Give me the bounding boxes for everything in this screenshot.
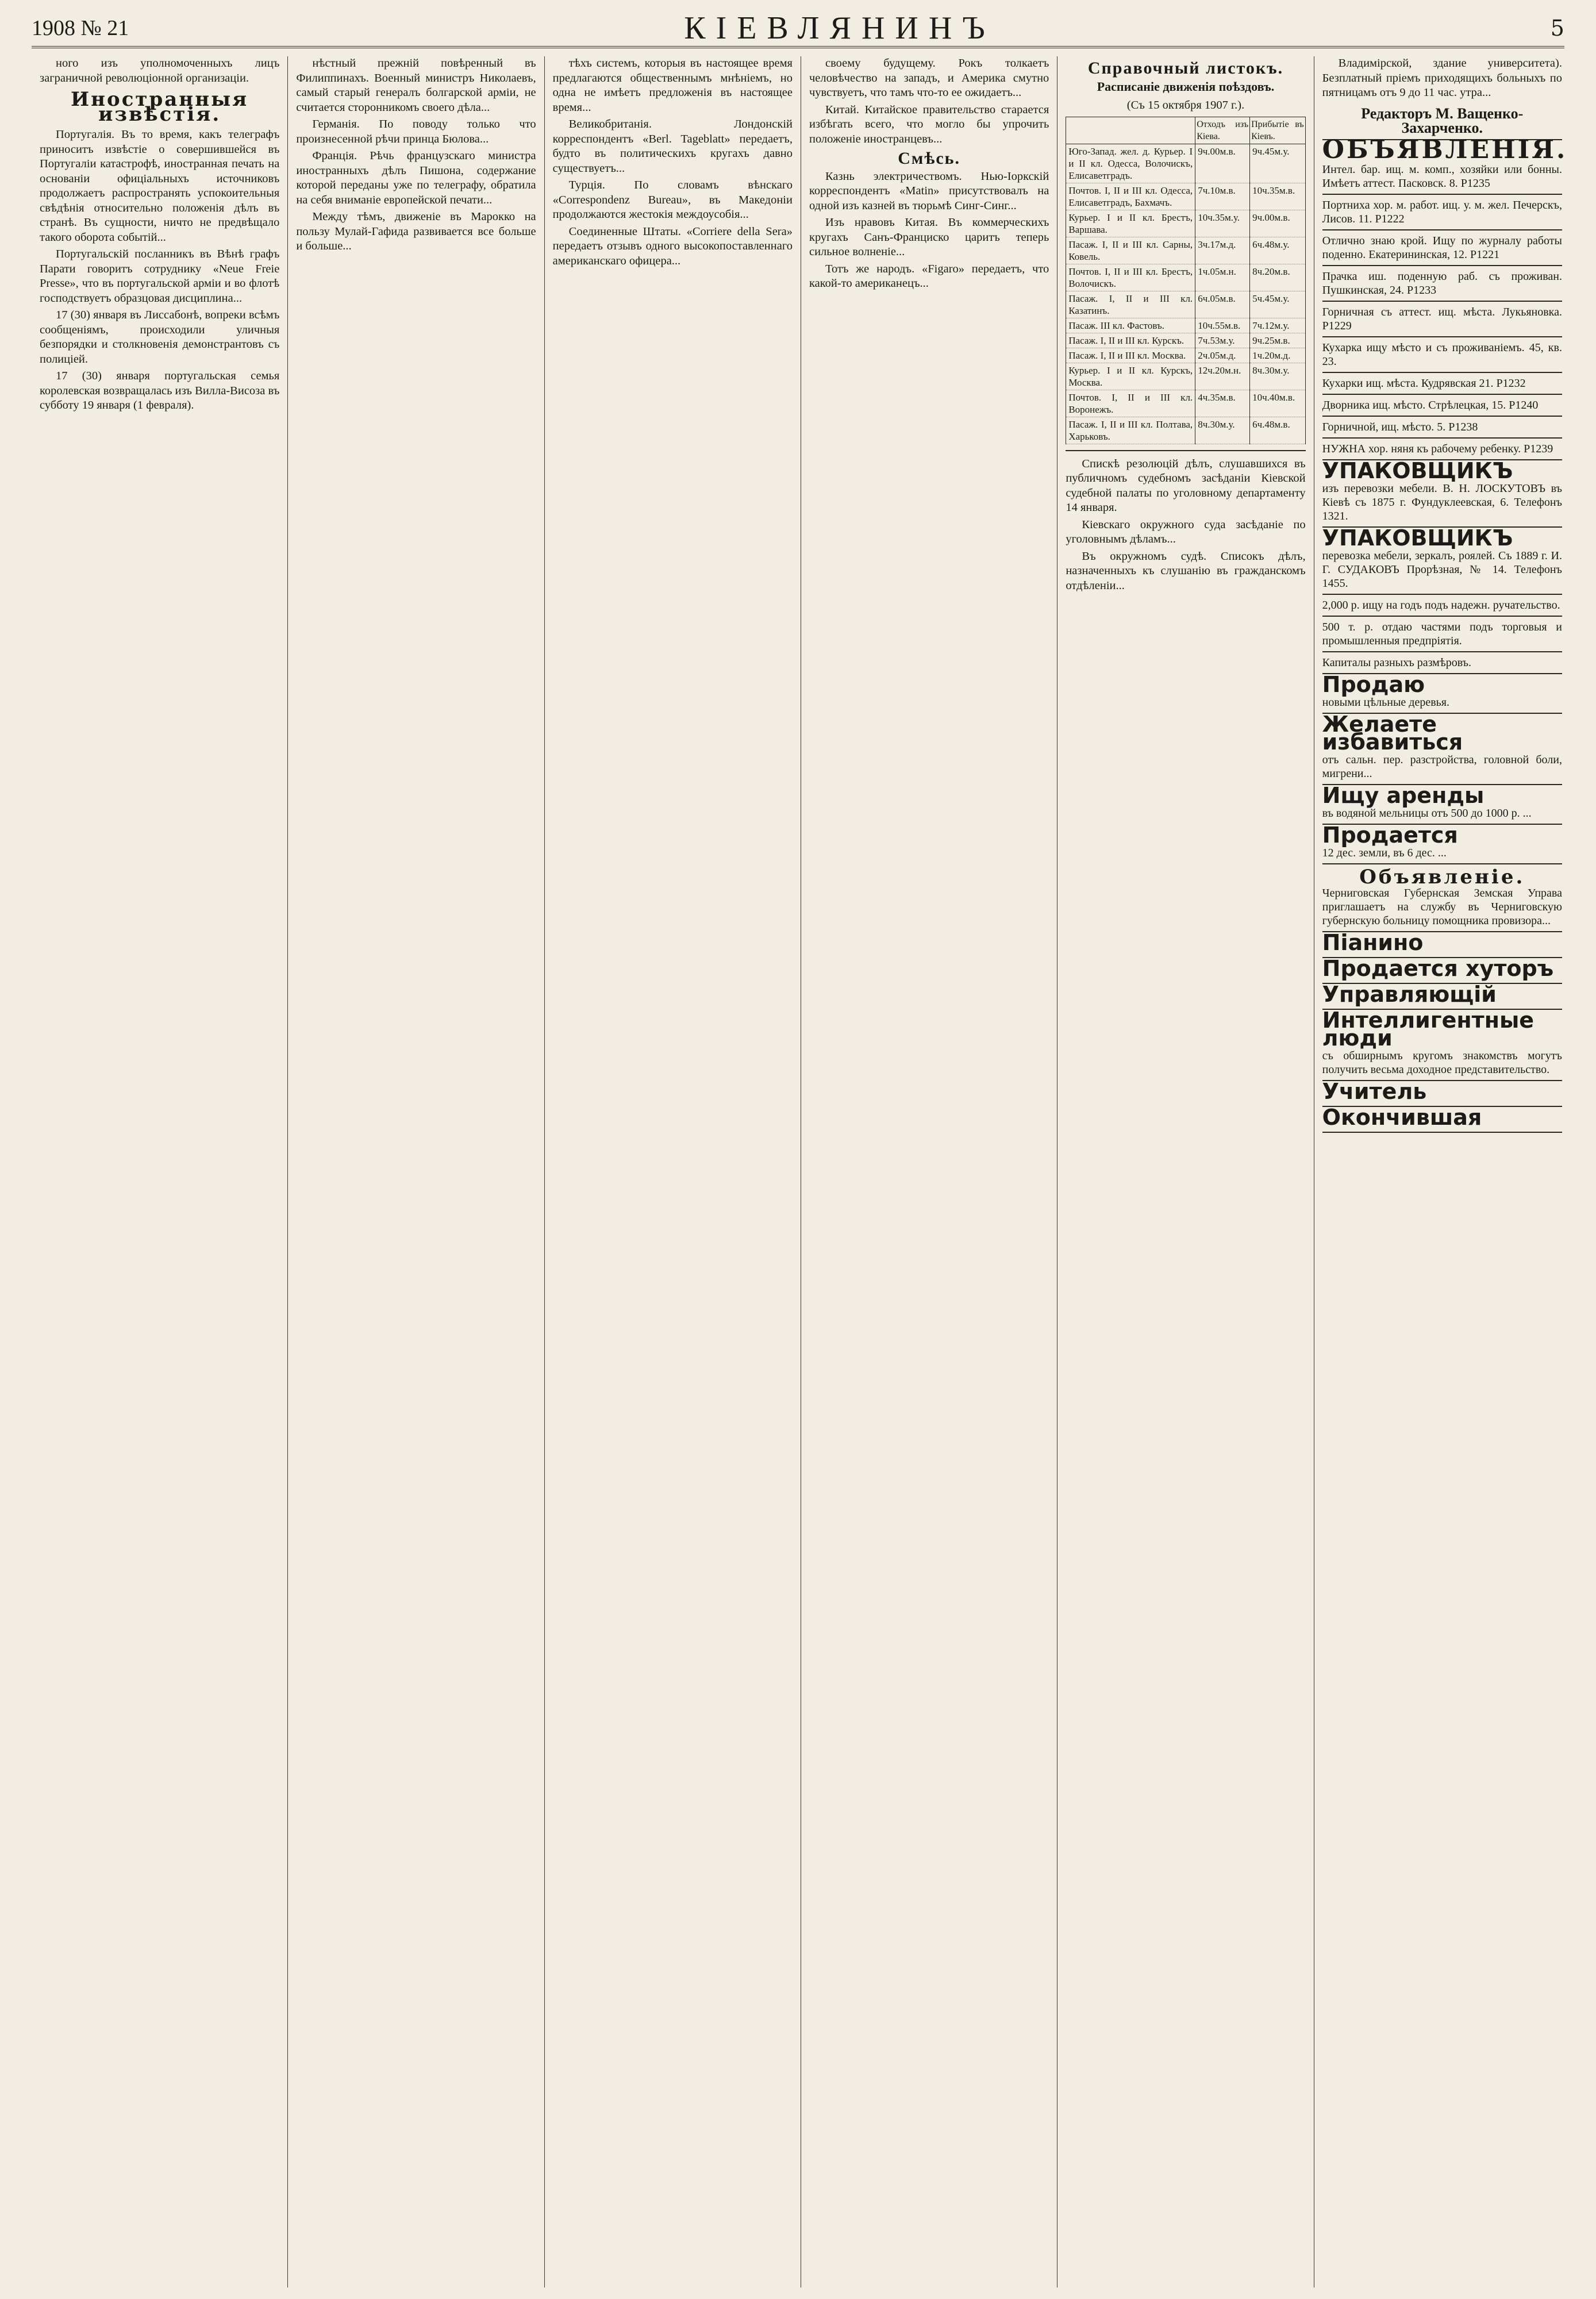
ad-text: новыми цѣльные деревья.: [1322, 696, 1449, 709]
article-paragraph: нѣстный прежній повѣренный въ Филиппинахъ. Военный министръ Николаевъ, самый старый генералъ болгарской арміи, не считается сторонникомъ своего дѣла...: [296, 57, 536, 114]
ad-capital: Капиталы разныхъ размѣровъ.: [1322, 652, 1562, 674]
classified-ad: Горничной, ищ. мѣсто. 5. Р1238: [1322, 417, 1562, 439]
ad-title: Учитель: [1322, 1079, 1427, 1104]
article-paragraph: Германія. По поводу только что произнесенной рѣчи принца Бюлова...: [296, 118, 536, 145]
article-paragraph: Спискѣ резолюцій дѣлъ, слушавшихся въ публичномъ судебномъ засѣданіи Кіевской судебной палаты по уголовному департаменту 14 января.: [1066, 457, 1306, 514]
schedule-route: Почтов. I, II и III кл. Брестъ, Волочискъ.: [1066, 264, 1195, 291]
issue-number: 1908 № 21: [32, 16, 129, 40]
schedule-route: Почтов. I, II и III кл. Одесса, Елисаветградъ, Бахмачъ.: [1066, 183, 1195, 210]
schedule-departure: 8ч.30м.у.: [1195, 417, 1250, 444]
article-paragraph: Китай. Китайское правительство старается избѣгать всего, что могло бы упрочить положеніе иностранцевъ...: [809, 103, 1049, 145]
schedule-arrival: 10ч.40м.в.: [1250, 390, 1306, 417]
article-paragraph: Казнь электричествомъ. Нью-Іоркскій корреспондентъ «Matin» присутствовалъ на одной изъ казней въ тюрьмѣ Синг-Синг...: [809, 170, 1049, 212]
ad-text: 12 дес. земли, въ 6 дес. ...: [1322, 847, 1447, 859]
schedule-row: [1066, 417, 1305, 444]
classified-ad: Портниха хор. м. работ. ищ. у. м. жел. Печерскъ, Лисов. 11. Р1222: [1322, 195, 1562, 230]
article-paragraph: Турція. По словамъ вѣнскаго «Correspondenz Bureau», въ Македоніи продолжаются жестокія междоусобія...: [552, 179, 793, 221]
ad-sale2: [1322, 822, 1562, 864]
classified-ad: Прачка иш. поденную раб. съ проживан. Пушкинская, 24. Р1233: [1322, 266, 1562, 302]
schedule-departure: 7ч.10м.в.: [1195, 183, 1250, 210]
schedule-row: [1066, 333, 1305, 348]
schedule-departure: 3ч.17м.д.: [1195, 237, 1250, 264]
schedule-route: Почтов. I, II и III кл. Воронежъ.: [1066, 390, 1195, 417]
ad-text: отъ сальн. пер. разстройства, головной боли, мигрени...: [1322, 753, 1562, 780]
schedule-departure: 9ч.00м.в.: [1195, 144, 1250, 183]
ad-title: Ищу аренды: [1322, 783, 1485, 808]
classified-ad: Дворника ищ. мѣсто. Стрѣлецкая, 15. Р1240: [1322, 395, 1562, 417]
schedule-arrival: 6ч.48м.в.: [1250, 417, 1306, 444]
train-schedule-table: [1066, 117, 1305, 444]
ad-text: изъ перевозки мебели. В. Н. ЛОСКУТОВЪ въ Кіевѣ съ 1875 г. Фундуклеевская, 6. Телефонъ 1321.: [1322, 482, 1562, 522]
ad-text: съ обширнымъ кругомъ знакомствъ могутъ получить весьма доходное представительство.: [1322, 1049, 1562, 1076]
schedule-departure: 12ч.20м.н.: [1195, 363, 1250, 390]
article-paragraph: Въ окружномъ судѣ. Списокъ дѣлъ, назначенныхъ къ слушанію въ гражданскомъ отдѣленіи...: [1066, 549, 1306, 592]
columns: [32, 56, 1570, 2288]
schedule-route: Курьер. I и II кл. Курскъ, Москва.: [1066, 363, 1195, 390]
ad-title: Продаю: [1322, 672, 1425, 697]
ad-intel: [1322, 1010, 1562, 1081]
schedule-row: [1066, 144, 1305, 183]
column-1: [32, 56, 288, 2288]
ad-piano: [1322, 932, 1562, 958]
schedule-header-route: [1066, 117, 1195, 144]
schedule-body: [1066, 144, 1305, 444]
article-paragraph: Между тѣмъ, движеніе въ Марокко на пользу Мулай-Гафида развивается все больше и больше...: [296, 210, 536, 252]
ad-title: Продается хуторъ: [1322, 956, 1554, 981]
classified-ads-list: [1322, 159, 1562, 460]
ad-title: Интеллигентные люди: [1322, 1008, 1535, 1051]
classified-ad: Интел. бар. ищ. м. комп., хозяйки или бонны. Имѣетъ аттест. Пасковск. 8. Р1235: [1322, 159, 1562, 195]
ad-text: Черниговская Губернская Земская Управа приглашаетъ на службу въ Черниговскую губернскую больницу помощника провизора...: [1322, 887, 1562, 927]
schedule-arrival: 10ч.35м.в.: [1250, 183, 1306, 210]
schedule-arrival: 6ч.48м.у.: [1250, 237, 1306, 264]
ad-text: перевозка мебели, зеркалъ, роялей. Съ 1889 г. И. Г. СУДАКОВЪ Прорѣзная, № 14. Телефонъ 1455.: [1322, 549, 1562, 590]
ad-arenda: [1322, 785, 1562, 825]
ad-want: [1322, 714, 1562, 785]
column-2: [288, 56, 544, 2288]
schedule-arrival: 5ч.45м.у.: [1250, 291, 1306, 318]
article-paragraph: Тотъ же народъ. «Figaro» передаетъ, что какой-то американецъ...: [809, 262, 1049, 290]
ad-khutor: [1322, 958, 1562, 984]
schedule-arrival: 8ч.30м.у.: [1250, 363, 1306, 390]
schedule-departure: 10ч.55м.в.: [1195, 318, 1250, 333]
article-paragraph: Великобританія. Лондонскій корреспондентъ «Berl. Tageblatt» передаетъ, будто въ политическихъ кругахъ давно существуетъ...: [552, 118, 793, 175]
article-paragraph: Португалія. Въ то время, какъ телеграфъ приноситъ извѣстіе о совершившейся въ Португаліи катастрофѣ, иностранная печать на основаніи офиціальныхъ источниковъ продолжаетъ распространять успокоительныя свѣдѣнія относительно положенія дѣлъ въ странѣ. Въ сущности, ничто не предвѣщало такого оборота событій...: [40, 128, 280, 244]
classified-ad: Кухарки ищ. мѣста. Кудрявская 21. Р1232: [1322, 373, 1562, 395]
schedule-heading: Расписаніе движенія поѣздовъ.: [1097, 79, 1275, 94]
schedule-arrival: 9ч.25м.в.: [1250, 333, 1306, 348]
ad-teacher: [1322, 1081, 1562, 1107]
schedule-row: [1066, 390, 1305, 417]
ad-finished: [1322, 1107, 1562, 1133]
ad-title: Управляющій: [1322, 982, 1497, 1007]
schedule-row: [1066, 183, 1305, 210]
intro-text: ного изъ уполномоченныхъ лицъ заграничной революціонной организаціи.: [40, 57, 280, 84]
classified-ad: Кухарка ищу мѣсто и съ проживаніемъ. 45, кв. 23.: [1322, 337, 1562, 373]
article-paragraph: своему будущему. Рокъ толкаетъ человѣчество на западъ, и Америка смутно чувствуетъ, что тамъ что-то ее ожидаетъ...: [809, 57, 1049, 99]
article-paragraph: Изъ нравовъ Китая. Въ коммерческихъ кругахъ Санъ-Франциско царитъ теперь сильное волненіе...: [809, 216, 1049, 258]
ad-upakovshchik-1: [1322, 460, 1562, 528]
classified-ad: Отлично знаю крой. Ищу по журналу работы поденно. Екатерининская, 12. Р1221: [1322, 230, 1562, 266]
article-paragraph: Соединенные Штаты. «Corriere della Sera» передаетъ отзывъ одного высокопоставленнаго американскаго офицера...: [552, 225, 793, 267]
article-paragraph: Франція. Рѣчь французскаго министра иностранныхъ дѣлъ Пишона, содержание которой переданы уже по телеграфу, обратила на себя вниманіе европейской печати...: [296, 149, 536, 206]
schedule-departure: 7ч.53м.у.: [1195, 333, 1250, 348]
ad-rent: 500 т. р. отдаю частями подъ торговыя и промышленныя предпріятія.: [1322, 617, 1562, 652]
schedule-route: Пасаж. III кл. Фастовъ.: [1066, 318, 1195, 333]
article-paragraph: 17 (30) января въ Лиссабонѣ, вопреки всѣмъ сообщеніямъ, происходили уличныя безпорядки и столкновенія демонстрантовъ съ полиціей.: [40, 309, 280, 366]
ad-title: УПАКОВЩИКЪ: [1322, 458, 1513, 483]
schedule-row: [1066, 237, 1305, 264]
schedule-departure: 10ч.35м.у.: [1195, 210, 1250, 237]
schedule-departure: 2ч.05м.д.: [1195, 348, 1250, 363]
schedule-arrival: 8ч.20м.в.: [1250, 264, 1306, 291]
classified-ad: НУЖНА хор. няня къ рабочему ребенку. Р1239: [1322, 439, 1562, 460]
column-3: [545, 56, 801, 2288]
classified-ad: Горничная съ аттест. ищ. мѣста. Лукьяновка. Р1229: [1322, 302, 1562, 337]
schedule-arrival: 9ч.45м.у.: [1250, 144, 1306, 183]
schedule-row: [1066, 264, 1305, 291]
article-paragraph: Португальскій посланникъ въ Вѣнѣ графъ Парати говоритъ сотруднику «Neue Freie Presse», что въ португальской арміи и во флотѣ господствуетъ образцовая дисциплина...: [40, 248, 280, 305]
schedule-route: Пасаж. I, II и III кл. Казатинъ.: [1066, 291, 1195, 318]
reference-heading: Справочный листокъ.: [1087, 59, 1284, 78]
ad-title: Окончившая: [1322, 1105, 1482, 1130]
schedule-route: Пасаж. I, II и III кл. Москва.: [1066, 348, 1195, 363]
article-paragraph: тѣхъ системъ, которыя въ настоящее время предлагаются общественнымъ мнѣніемъ, но одна не имѣетъ предложенія въ настоящее время...: [552, 57, 793, 114]
article-paragraph: Кіевскаго окружного суда засѣданіе по уголовнымъ дѣламъ...: [1066, 518, 1306, 545]
ad-upakovshchik-2: [1322, 525, 1562, 595]
schedule-arrival: 1ч.20м.д.: [1250, 348, 1306, 363]
article-paragraph: Владимірской, здание университета). Безплатный пріемъ приходящихъ больныхъ по пятницамъ отъ 9 до 11 час. утра...: [1322, 57, 1562, 99]
schedule-route: Пасаж. I, II и III кл. Полтава, Харьковъ.: [1066, 417, 1195, 444]
schedule-row: [1066, 363, 1305, 390]
article-paragraph: 17 (30) января португальская семья королевская возвращалась изъ Вилла-Висоза въ субботу 19 января (1 февраля).: [40, 370, 280, 412]
schedule-header-arrival: Прибытіе въ Кіевъ.: [1250, 117, 1306, 144]
schedule-arrival: 9ч.00м.в.: [1250, 210, 1306, 237]
schedule-route: Пасаж. I, II и III кл. Сарны, Ковель.: [1066, 237, 1195, 264]
foreign-news-heading: Иностранныя извѣстія.: [71, 88, 249, 126]
ad-money: 2,000 р. ищу на годъ подъ надежн. ручательство.: [1322, 595, 1562, 617]
ad-title: УПАКОВЩИКЪ: [1322, 525, 1513, 551]
ad-sale: [1322, 674, 1562, 714]
divider: [1066, 450, 1305, 451]
ad-title: Желаете избавиться: [1322, 712, 1463, 755]
column-5: [1057, 56, 1314, 2288]
schedule-note: (Съ 15 октября 1907 г.).: [1126, 99, 1245, 112]
schedule-arrival: 7ч.12м.у.: [1250, 318, 1306, 333]
ads-heading: ОБЪЯВЛЕНІЯ.: [1322, 134, 1568, 164]
ad-title: Піанино: [1322, 930, 1424, 955]
paper-title: КІЕВЛЯНИНЪ: [684, 10, 995, 46]
ad-text: въ водяной мельницы отъ 500 до 1000 р. ...: [1322, 807, 1532, 820]
schedule-row: [1066, 318, 1305, 333]
schedule-departure: 4ч.35м.в.: [1195, 390, 1250, 417]
schedule-row: [1066, 210, 1305, 237]
column-4: [801, 56, 1057, 2288]
ad-manager: [1322, 984, 1562, 1010]
ad-notice: [1322, 864, 1562, 932]
miscellany-heading: Смѣсь.: [898, 149, 961, 168]
ad-title: Объявленіе.: [1359, 866, 1525, 889]
schedule-route: Пасаж. I, II и III кл. Курскъ.: [1066, 333, 1195, 348]
schedule-row: [1066, 348, 1305, 363]
masthead: [32, 10, 1564, 48]
schedule-row: [1066, 291, 1305, 318]
column-6-ads: [1314, 56, 1570, 2288]
schedule-header-departure: Отходъ изъ Кіева.: [1195, 117, 1250, 144]
page-number: 5: [1550, 16, 1564, 41]
editor-line: Редакторъ М. Ващенко-Захарченко.: [1322, 103, 1562, 140]
schedule-departure: 6ч.05м.в.: [1195, 291, 1250, 318]
schedule-route: Курьер. I и II кл. Брестъ, Варшава.: [1066, 210, 1195, 237]
ad-title: Продается: [1322, 822, 1458, 848]
schedule-route: Юго-Запад. жел. д. Курьер. I и II кл. Одесса, Волочискъ, Елисаветградъ.: [1066, 144, 1195, 183]
schedule-departure: 1ч.05м.н.: [1195, 264, 1250, 291]
